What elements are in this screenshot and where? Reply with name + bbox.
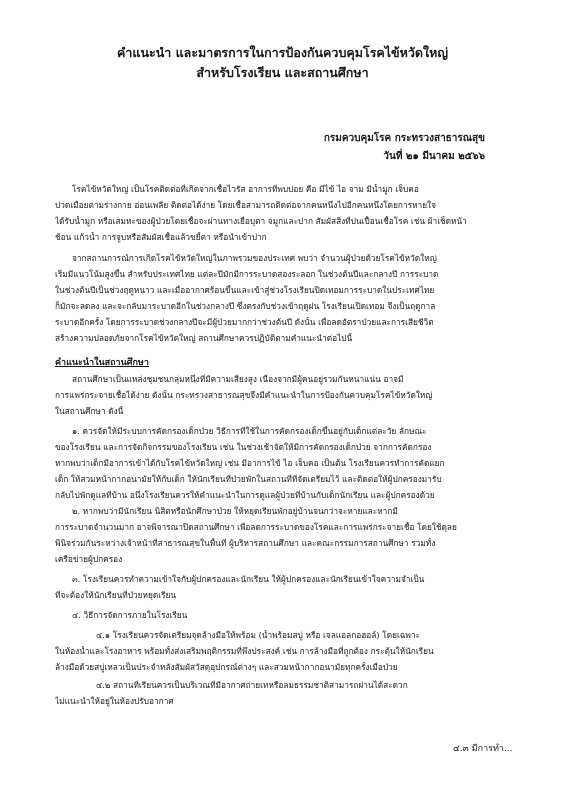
intro-para2-line: เริ่มมีแนวโน้มสูงขึ้น สำหรับประเทศไทย แต่ละปีมักมีการระบาดสองระลอก ในช่วงต้นปีและกลางปี การระบาด xyxy=(55,269,439,279)
item1-line: กลับไปพักดูแลที่บ้าน อนึ่งโรงเรียนควรให้คำแนะนำในการดูแลผู้ป่วยที่บ้านกับเด็กนักเรียน และผู้ปกครองด้วย xyxy=(55,490,435,500)
intro-para2-line: ในช่วงต้นปีเป็นช่วงฤดูหนาว และเมื่ออากาศร้อนขึ้นและเข้าสู่ช่วงโรงเรียนปิดเทอมการระบาดในประเทศไทย xyxy=(55,285,435,295)
item2-line: ๒. หากพบว่ามีนักเรียน นิสิตหรือนักศึกษาป่วย ให้หยุดเรียนพักอยู่บ้านจนกว่าจะหายและหากมี xyxy=(72,506,398,516)
issuing-organization: กรมควบคุมโรค กระทรวงสาธารณสุข xyxy=(323,133,485,144)
intro-para1-line: ปวดเมื่อยตามร่างกาย อ่อนเพลีย ติดต่อได้ง่าย โดยเชื้อสามารถติดต่อจากคนหนึ่งไปอีกคนหนึ่งโดยการหายใจ xyxy=(55,200,436,210)
item4-2-line: ไม่แนะนำให้อยู่ในห้องปรับอากาศ xyxy=(55,696,174,706)
item2-line: การระบาดจำนวนมาก อาจพิจารณาปิดสถานศึกษา เพื่อลดการระบาดของโรคและการแพร่กระจายเชื้อ โดยใช้ดุลย xyxy=(55,522,457,532)
item1-line: ๑. ควรจัดให้มีระบบการคัดกรองเด็กป่วย วิธีการที่ใช้ในการคัดกรองเด็กขึ้นอยู่กับเด็กแต่ละวัย ลักษณะ xyxy=(72,426,427,436)
item3-line: ๓. โรงเรียนควรทำความเข้าใจกับผู้ปกครองและนักเรียน ให้ผู้ปกครองและนักเรียนเข้าใจความจำเป็น xyxy=(72,574,425,584)
section-heading: คำแนะนำในสถานศึกษา xyxy=(55,358,149,368)
section-intro-line: ในสถานศึกษา ดังนี้ xyxy=(55,406,124,416)
item4-1-line: ๔.๑ โรงเรียนควรจัดเตรียมจุดล้างมือให้พร้อม (น้ำพร้อมสบู่ หรือ เจลแอลกอฮอล์) โดยเฉพาะ xyxy=(96,630,421,640)
item4-1-line: ล้างมือด้วยสบู่เหลวเป็นประจำหลังสัมผัสวัสดุอุปกรณ์ต่างๆ และสวมหน้ากากอนามัยทุกครั้งเมื่อป่วย xyxy=(55,662,398,672)
issue-date: วันที่ ๒๑ มีนาคม ๒๕๖๖ xyxy=(383,151,485,162)
intro-para2-line: ระบาดอีกครั้ง โดยการระบาดช่วงกลางปีจะมีผู้ป่วยมากกว่าช่วงต้นปี ดังนั้น เพื่อลดอัตราป่วยและการเสียชีวิต xyxy=(55,317,434,327)
document-title-line1: คำแนะนำ และมาตรการในการป้องกันควบคุมโรคไข้หวัดใหญ่ xyxy=(117,45,448,60)
intro-para1-line: ช้อน แก้วน้ำ การจูบหรือสัมผัสเชื้อแล้วขยี้ตา หรือนำเข้าปาก xyxy=(55,232,267,242)
item2-line: พินิจร่วมกันระหว่างเจ้าหน้าที่สาธารณสุขในพื้นที่ ผู้บริหารสถานศึกษา และคณะกรรมการสถานศึกษา รวมทั้ง xyxy=(55,538,436,548)
intro-para1-line: โรคไข้หวัดใหญ่ เป็นโรคติดต่อที่เกิดจากเชื้อไวรัส อาการที่พบบ่อย คือ มีไข้ ไอ จาม มีน้ำมูก เจ็บคอ xyxy=(72,184,419,194)
intro-para2-line: ก็มักจะลดลง และจะกลับมาระบาดอีกในช่วงกลางปี ซึ่งตรงกับช่วงเข้าฤดูฝน โรงเรียนเปิดเทอม จึงเป็นฤดูกาล xyxy=(55,301,436,311)
document-title-line2: สำหรับโรงเรียน และสถานศึกษา xyxy=(196,65,369,80)
item2-line: เครือข่ายผู้ปกครอง xyxy=(55,554,123,564)
section-intro-line: การแพร่กระจายเชื้อได้ง่าย ดังนั้น กระทรวงสาธารณสุขจึงมีคำแนะนำในการป้องกันควบคุมโรคไข้หวัดใหญ่ xyxy=(55,390,433,400)
item1-line: หากพบว่าเด็กมีอาการเข้าได้กับโรคไข้หวัดใหญ่ เช่น มีอาการไข้ ไอ เจ็บคอ เป็นต้น โรงเรียนควรทำการคัดแยก xyxy=(55,458,445,468)
continuation-note: ๔.๓ มีการทำ... xyxy=(453,744,513,754)
item1-line: เด็ก ให้สวมหน้ากากอนามัยให้กับเด็ก ให้นักเรียนที่ป่วยพักในสถานที่ที่จัดเตรียมไว้ และติดต่อให้ผู้ปกครองมารับ xyxy=(55,474,442,484)
item4-2-line: ๔.๒ สถานที่เรียนควรเป็นบริเวณที่มีอากาศถ่ายเทหรือลมธรรมชาติสามารถผ่านได้สะดวก xyxy=(96,680,408,690)
intro-para1-line: ได้รับน้ำมูก หรือเสมหะของผู้ป่วยโดยเชื้อจะผ่านทางเยื่อบุตา จมูกและปาก สัมผัสสิ่งที่ปนเปื้อนเชื้อโรค เช่น ผ้าเช็ดหน้า xyxy=(55,216,467,226)
section-intro-line: สถานศึกษาเป็นแหล่งชุมชนกลุ่มหนึ่งที่มีความเสี่ยงสูง เนื่องจากมีผู้คนอยู่รวมกันหนาแน่น อาจมี xyxy=(72,374,404,384)
item1-line: ของโรงเรียน และการจัดกิจกรรมของโรงเรียน เช่น ในช่วงเช้าจัดให้มีการคัดกรองเด็กป่วย จากการคัดกรอง xyxy=(55,442,432,452)
item4-heading: ๔. วิธีการจัดการภายในโรงเรียน xyxy=(72,610,188,620)
item3-line: ที่จะต้องให้นักเรียนที่ป่วยหยุดเรียน xyxy=(55,590,177,600)
item4-1-line: ในห้องน้ำและโรงอาหาร พร้อมทั้งส่งเสริมพฤติกรรมที่พึงประสงค์ เช่น การล้างมือที่ถูกต้อง กระตุ้นให้นักเรียน xyxy=(55,646,434,656)
intro-para2-line: สร้างความปลอดภัยจากโรคไข้หวัดใหญ่ สถานศึกษาควรปฏิบัติตามคำแนะนำต่อไปนี้ xyxy=(55,333,353,343)
intro-para2-line: จากสถานการณ์การเกิดโรคไข้หวัดใหญ่ในภาพรวมของประเทศ พบว่า จำนวนผู้ป่วยด้วยโรคไข้หวัดใหญ่ xyxy=(72,253,437,263)
